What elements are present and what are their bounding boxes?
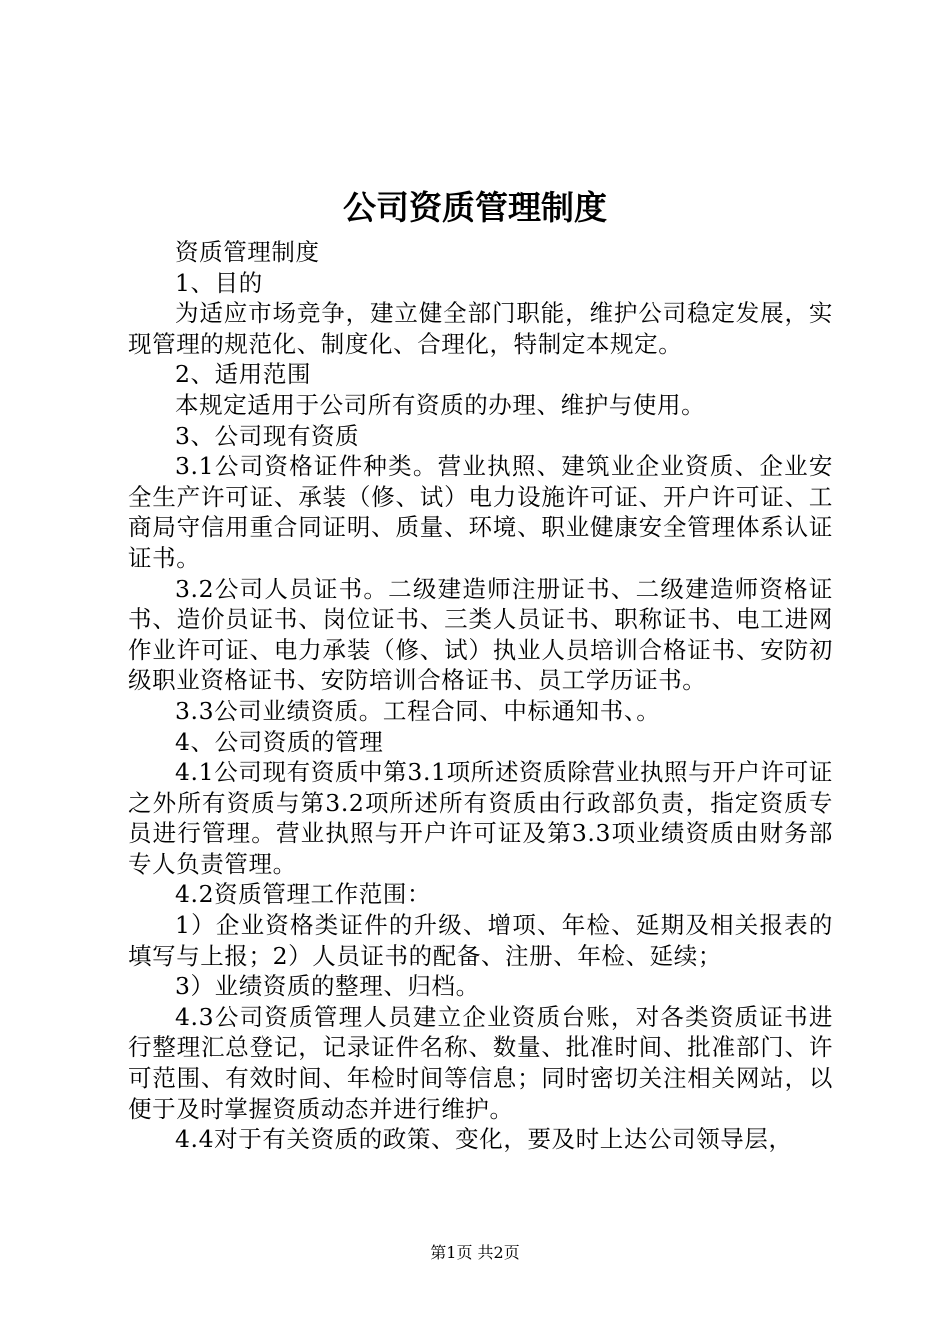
- paragraph: 3.2公司人员证书。二级建造师注册证书、二级建造师资格证书、造价员证书、岗位证书、三类人员证书、职称证书、电工进网作业许可证、电力承装（修、试）执业人员培训合格证书、安防初级职业资格证书、安防培训合格证书、员工学历证书。: [128, 574, 833, 695]
- paragraph: 3.3公司业绩资质。工程合同、中标通知书、。: [175, 696, 661, 725]
- paragraph: 3.1公司资格证件种类。营业执照、建筑业企业资质、企业安全生产许可证、承装（修、试）电力设施许可证、开户许可证、工商局守信用重合同证明、质量、环境、职业健康安全管理体系认证证书。: [128, 452, 833, 572]
- paragraph: 4.4对于有关资质的政策、变化，要及时上达公司领导层，: [175, 1125, 793, 1154]
- section-heading: 2、适用范围: [175, 360, 312, 389]
- paragraph: 4.1公司现有资质中第3.1项所述资质除营业执照与开户许可证之外所有资质与第3.2项所述所有资质由行政部负责，指定资质专员进行管理。营业执照与开户许可证及第3.3项业绩资质由财务部专人负责管理。: [128, 758, 833, 878]
- document-title: 公司资质管理制度: [343, 188, 607, 227]
- paragraph: 4.2资质管理工作范围：: [175, 880, 432, 909]
- paragraph: 资质管理制度: [175, 238, 320, 266]
- paragraph: 1）企业资格类证件的升级、增项、年检、延期及相关报表的填写与上报；2）人员证书的配备、注册、年检、延续；: [128, 911, 833, 970]
- section-heading: 3、公司现有资质: [175, 421, 360, 450]
- paragraph: 4.3公司资质管理人员建立企业资质台账，对各类资质证书进行整理汇总登记，记录证件名称、数量、批准时间、批准部门、许可范围、有效时间、年检时间等信息；同时密切关注相关网站，以便于及时掌握资质动态并进行维护。: [128, 1002, 833, 1123]
- paragraph: 为适应市场竞争，建立健全部门职能，维护公司稳定发展，实现管理的规范化、制度化、合理化，特制定本规定。: [128, 299, 833, 358]
- document-body: [128, 237, 833, 1155]
- paragraph: 3）业绩资质的整理、归档。: [175, 972, 480, 1001]
- page-number: 第1页 共2页: [430, 1243, 520, 1262]
- section-heading: 4、公司资质的管理: [175, 727, 384, 756]
- section-heading: 1、目的: [175, 268, 263, 297]
- paragraph: 本规定适用于公司所有资质的办理、维护与使用。: [175, 390, 706, 419]
